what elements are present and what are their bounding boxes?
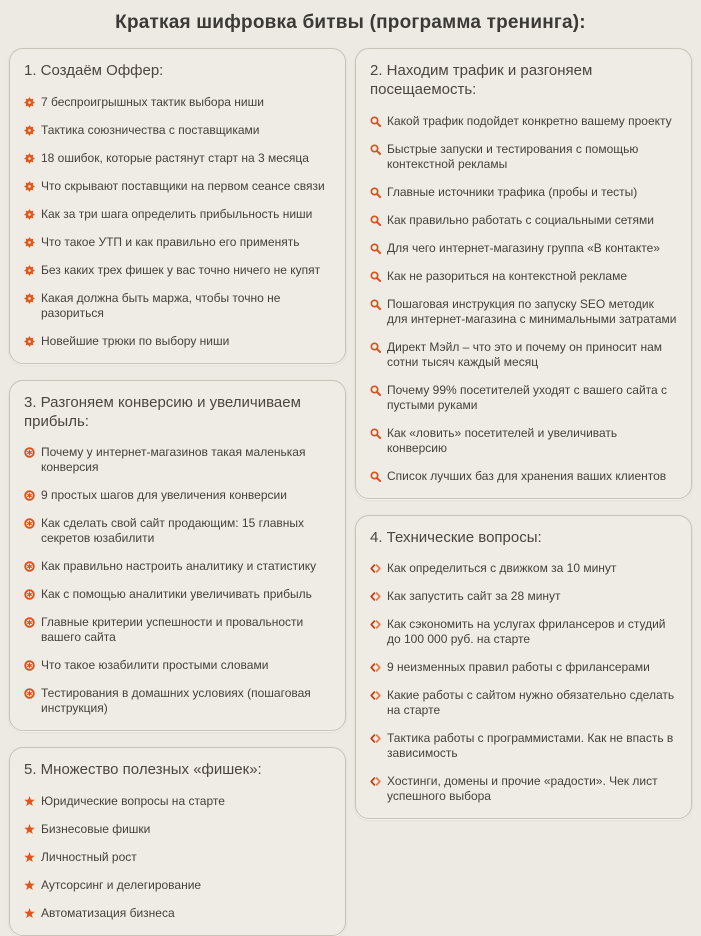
section-goodies <box>9 747 346 936</box>
program-item-text: Хостинги, домены и прочие «радости». Чек лист успешного выбора <box>387 774 658 804</box>
columns <box>9 48 692 936</box>
burst-circle-icon <box>24 660 35 671</box>
program-item-text: Как сэкономить на услугах фрилансеров и студий до 100 000 руб. на старте <box>387 617 666 647</box>
program-item <box>368 774 677 804</box>
burst-circle-icon <box>24 589 35 600</box>
section-traffic <box>355 48 692 499</box>
program-item <box>368 731 677 761</box>
program-item-text: Тестирования в домашних условиях (пошаговая инструкция) <box>41 686 311 716</box>
burst-circle-icon <box>24 688 35 699</box>
program-item-text: Что такое УТП и как правильно его применять <box>41 234 300 249</box>
star-icon <box>24 908 35 919</box>
magnifier-icon <box>370 116 381 127</box>
program-item-text: Как с помощью аналитики увеличивать прибыль <box>41 587 312 602</box>
program-item-text: Как «ловить» посетителей и увеличивать конверсию <box>387 425 618 455</box>
gear-icon <box>24 181 35 192</box>
program-item <box>368 114 677 129</box>
program-item-text: Список лучших баз для хранения ваших клиентов <box>387 468 667 483</box>
magnifier-icon <box>370 428 381 439</box>
star-icon <box>24 852 35 863</box>
program-item <box>22 334 331 349</box>
section-goodies-title: 5. Множество полезных «фишек»: <box>24 761 262 779</box>
program-item <box>22 445 331 475</box>
program-item <box>368 297 677 327</box>
program-item <box>22 207 331 222</box>
section-goodies-list <box>22 794 331 921</box>
program-item <box>22 686 331 716</box>
program-item <box>22 235 331 250</box>
program-item <box>22 615 331 645</box>
program-item-text: Юридические вопросы на старте <box>41 794 225 808</box>
program-item <box>368 589 677 604</box>
magnifier-icon <box>370 471 381 482</box>
program-item <box>368 213 677 228</box>
code-icon <box>370 733 381 744</box>
program-item <box>368 340 677 370</box>
program-item <box>22 151 331 166</box>
program-item <box>22 850 331 865</box>
page-title: Краткая шифровка битвы (программа тренинга): <box>115 12 586 33</box>
section-offer-title: 1. Создаём Оффер: <box>24 62 164 79</box>
gear-icon <box>24 125 35 136</box>
program-item-text: Как не разориться на контекстной рекламе <box>387 268 627 283</box>
program-item-text: Как определиться с движком за 10 минут <box>387 561 617 576</box>
program-item-text: Пошаговая инструкция по запуску SEO методик для интернет-магазина с минимальными затратами <box>387 296 677 326</box>
burst-circle-icon <box>24 561 35 572</box>
magnifier-icon <box>370 215 381 226</box>
program-item <box>22 906 331 921</box>
star-icon <box>24 880 35 891</box>
burst-circle-icon <box>24 617 35 628</box>
program-item <box>22 794 331 809</box>
code-icon <box>370 619 381 630</box>
left-column <box>9 48 346 936</box>
program-item-text: Тактика работы с программистами. Как не впасть в зависимость <box>387 731 674 761</box>
program-item <box>368 142 677 172</box>
program-item <box>22 95 331 110</box>
gear-icon <box>24 153 35 164</box>
burst-circle-icon <box>24 447 35 458</box>
program-item-text: Какой трафик подойдет конкретно вашему проекту <box>387 113 672 128</box>
program-item <box>368 561 677 576</box>
program-item-text: Главные источники трафика (пробы и тесты) <box>387 184 638 199</box>
code-icon <box>370 690 381 701</box>
section-technical-list <box>368 561 677 804</box>
program-item-text: Главные критерии успешности и провальности вашего сайта <box>41 615 304 645</box>
magnifier-icon <box>370 385 381 396</box>
magnifier-icon <box>370 187 381 198</box>
program-item-text: 7 беспроигрышных тактик выбора ниши <box>41 94 264 109</box>
right-column <box>355 48 692 819</box>
magnifier-icon <box>370 144 381 155</box>
program-item <box>368 617 677 647</box>
magnifier-icon <box>370 271 381 282</box>
program-item <box>368 269 677 284</box>
program-item-text: Новейшие трюки по выбору ниши <box>41 333 230 348</box>
program-item-text: 9 простых шагов для увеличения конверсии <box>41 488 287 503</box>
program-item <box>368 426 677 456</box>
section-conversion-title: 3. Разгоняем конверсию и увеличиваем прибыль: <box>24 393 301 430</box>
program-item <box>22 516 331 546</box>
magnifier-icon <box>370 243 381 254</box>
program-item <box>22 179 331 194</box>
section-conversion-list <box>22 445 331 716</box>
burst-circle-icon <box>24 490 35 501</box>
gear-icon <box>24 265 35 276</box>
program-item <box>22 488 331 503</box>
gear-icon <box>24 237 35 248</box>
program-item <box>22 559 331 574</box>
program-item-text: Почему 99% посетителей уходят с вашего сайта с пустыми руками <box>387 382 668 412</box>
program-item <box>22 123 331 138</box>
star-icon <box>24 796 35 807</box>
program-item-text: Для чего интернет-магазину группа «В контакте» <box>387 240 660 255</box>
burst-circle-icon <box>24 518 35 529</box>
program-item <box>368 469 677 484</box>
program-item-text: 9 неизменных правил работы с фрилансерами <box>387 660 650 675</box>
code-icon <box>370 591 381 602</box>
gear-icon <box>24 97 35 108</box>
program-item-text: Тактика союзничества с поставщиками <box>41 122 260 137</box>
program-item <box>368 688 677 718</box>
program-item-text: Личностный рост <box>41 850 137 864</box>
section-traffic-list <box>368 114 677 484</box>
program-item-text: Какая должна быть маржа, чтобы точно не разориться <box>41 290 281 320</box>
gear-icon <box>24 293 35 304</box>
code-icon <box>370 662 381 673</box>
section-technical <box>355 515 692 820</box>
star-icon <box>24 824 35 835</box>
code-icon <box>370 563 381 574</box>
program-item <box>22 822 331 837</box>
program-item-text: Директ Мэйл – что это и почему он приносит нам сотни тысяч каждый месяц <box>387 339 663 369</box>
program-item-text: 18 ошибок, которые растянут старт на 3 месяца <box>41 150 309 165</box>
program-item <box>22 263 331 278</box>
program-item <box>22 658 331 673</box>
program-item-text: Как запустить сайт за 28 минут <box>387 589 561 604</box>
program-item-text: Как за три шага определить прибыльность ниши <box>41 206 313 221</box>
program-item-text: Какие работы с сайтом нужно обязательно сделать на старте <box>387 688 675 718</box>
program-item-text: Быстрые запуски и тестирования с помощью контекстной рекламы <box>387 141 639 171</box>
section-conversion <box>9 380 346 732</box>
magnifier-icon <box>370 342 381 353</box>
magnifier-icon <box>370 299 381 310</box>
program-item <box>22 878 331 893</box>
program-item <box>22 291 331 321</box>
program-item-text: Без каких трех фишек у вас точно ничего не купят <box>41 262 321 277</box>
program-item-text: Что скрывают поставщики на первом сеансе связи <box>41 178 325 193</box>
program-item-text: Почему у интернет-магазинов такая маленькая конверсия <box>41 445 306 475</box>
program-item-text: Как сделать свой сайт продающим: 15 главных секретов юзабилити <box>41 516 305 546</box>
program-item-text: Автоматизация бизнеса <box>41 906 175 920</box>
section-offer <box>9 48 346 364</box>
program-item-text: Бизнесовые фишки <box>41 822 151 836</box>
program-item-text: Что такое юзабилити простыми словами <box>41 658 269 673</box>
program-item <box>368 660 677 675</box>
gear-icon <box>24 209 35 220</box>
program-item-text: Как правильно настроить аналитику и статистику <box>41 559 317 574</box>
gear-icon <box>24 336 35 347</box>
program-item <box>368 185 677 200</box>
code-icon <box>370 776 381 787</box>
program-item <box>22 587 331 602</box>
program-item-text: Аутсорсинг и делегирование <box>41 878 202 892</box>
section-traffic-title: 2. Находим трафик и разгоняем посещаемость: <box>370 62 593 98</box>
program-item <box>368 241 677 256</box>
program-item-text: Как правильно работать с социальными сетями <box>387 212 654 227</box>
section-technical-title: 4. Технические вопросы: <box>370 528 542 546</box>
program-item <box>368 383 677 413</box>
section-offer-list <box>22 95 331 349</box>
